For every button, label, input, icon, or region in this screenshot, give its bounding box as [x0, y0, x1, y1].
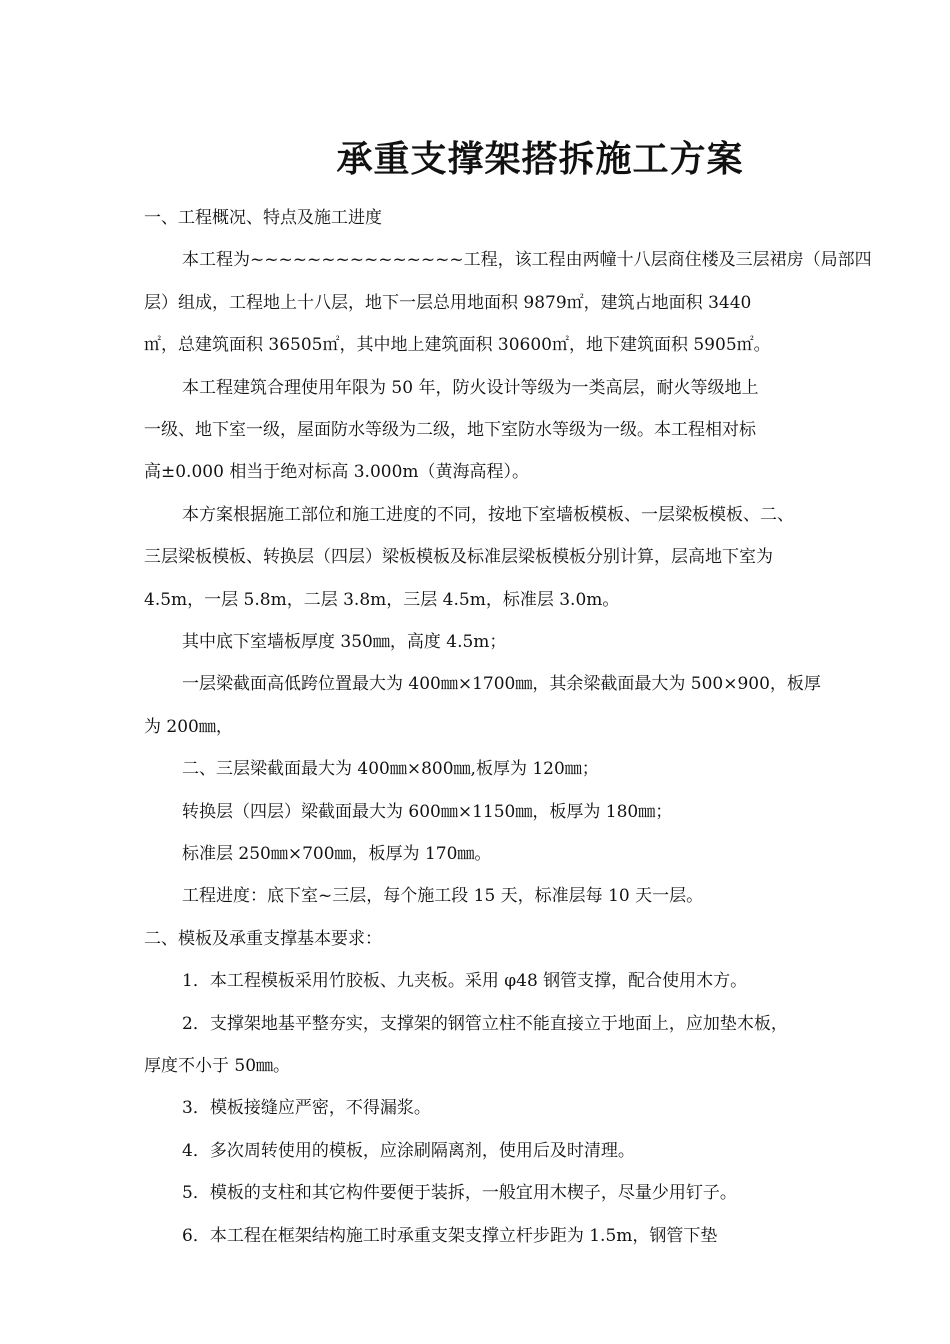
- body-line: 层）组成，工程地上十八层，地下一层总用地面积 9879㎡，建筑占地面积 3440: [144, 292, 752, 313]
- body-line: 本工程建筑合理使用年限为 50 年，防火设计等级为一类高层，耐火等级地上: [182, 377, 759, 398]
- body-line: 二、三层梁截面最大为 400㎜×800㎜,板厚为 120㎜；: [182, 759, 599, 780]
- body-line: 为 200㎜，: [144, 716, 233, 737]
- body-line: 三层梁板模板、转换层（四层）梁板模板及标准层梁板模板分别计算，层高地下室为: [144, 547, 773, 568]
- body-line: 本工程为~~~~~~~~~~~~~~~工程，该工程由两幢十八层商住楼及三层裙房（局部四: [182, 250, 872, 271]
- body-line: 一级、地下室一级，屋面防水等级为二级，地下室防水等级为一级。本工程相对标: [144, 420, 756, 440]
- body-line: 一层梁截面高低跨位置最大为 400㎜×1700㎜，其余梁截面最大为 500×900，板厚: [182, 674, 821, 695]
- body-line: 二、模板及承重支撑基本要求：: [144, 928, 382, 949]
- body-line: 工程进度：底下室~三层，每个施工段 15 天，标准层每 10 天一层。: [182, 886, 704, 907]
- body-line: ㎡，总建筑面积 36505㎡，其中地上建筑面积 30600㎡，地下建筑面积 5905㎡。: [144, 335, 771, 356]
- body-line: 4.5m，一层 5.8m，二层 3.8m，三层 4.5m，标准层 3.0m。: [144, 589, 620, 610]
- body-line: 本方案根据施工部位和施工进度的不同，按地下室墙板模板、一层梁板模板、二、: [182, 504, 794, 525]
- body-line: 高±0.000 相当于绝对标高 3.000m（黄海高程）。: [144, 462, 530, 483]
- body-line: 厚度不小于 50㎜。: [144, 1056, 291, 1076]
- body-line: 4．多次周转使用的模板，应涂刷隔离剂，使用后及时清理。: [182, 1140, 635, 1161]
- body-line: 标准层 250㎜×700㎜，板厚为 170㎜。: [182, 844, 492, 864]
- body-line: 6．本工程在框架结构施工时承重支架支撑立杆步距为 1.5m，钢管下垫: [182, 1225, 718, 1246]
- body-line: 其中底下室墙板厚度 350㎜，高度 4.5m；: [182, 632, 507, 652]
- body-line: 转换层（四层）梁截面最大为 600㎜×1150㎜，板厚为 180㎜；: [182, 801, 673, 822]
- document-title: 承重支撑架搭拆施工方案: [336, 139, 744, 180]
- body-line: 一、工程概况、特点及施工进度: [144, 208, 382, 228]
- body-line: 3．模板接缝应严密，不得漏浆。: [182, 1098, 431, 1119]
- body-line: 5．模板的支柱和其它构件要便于装拆，一般宜用木楔子，尽量少用钉子。: [182, 1183, 737, 1204]
- body-line: 2．支撑架地基平整夯实，支撑架的钢管立柱不能直接立于地面上，应加垫木板，: [182, 1013, 788, 1034]
- body-line: 1．本工程模板采用竹胶板、九夹板。采用 φ48 钢管支撑，配合使用木方。: [182, 971, 748, 992]
